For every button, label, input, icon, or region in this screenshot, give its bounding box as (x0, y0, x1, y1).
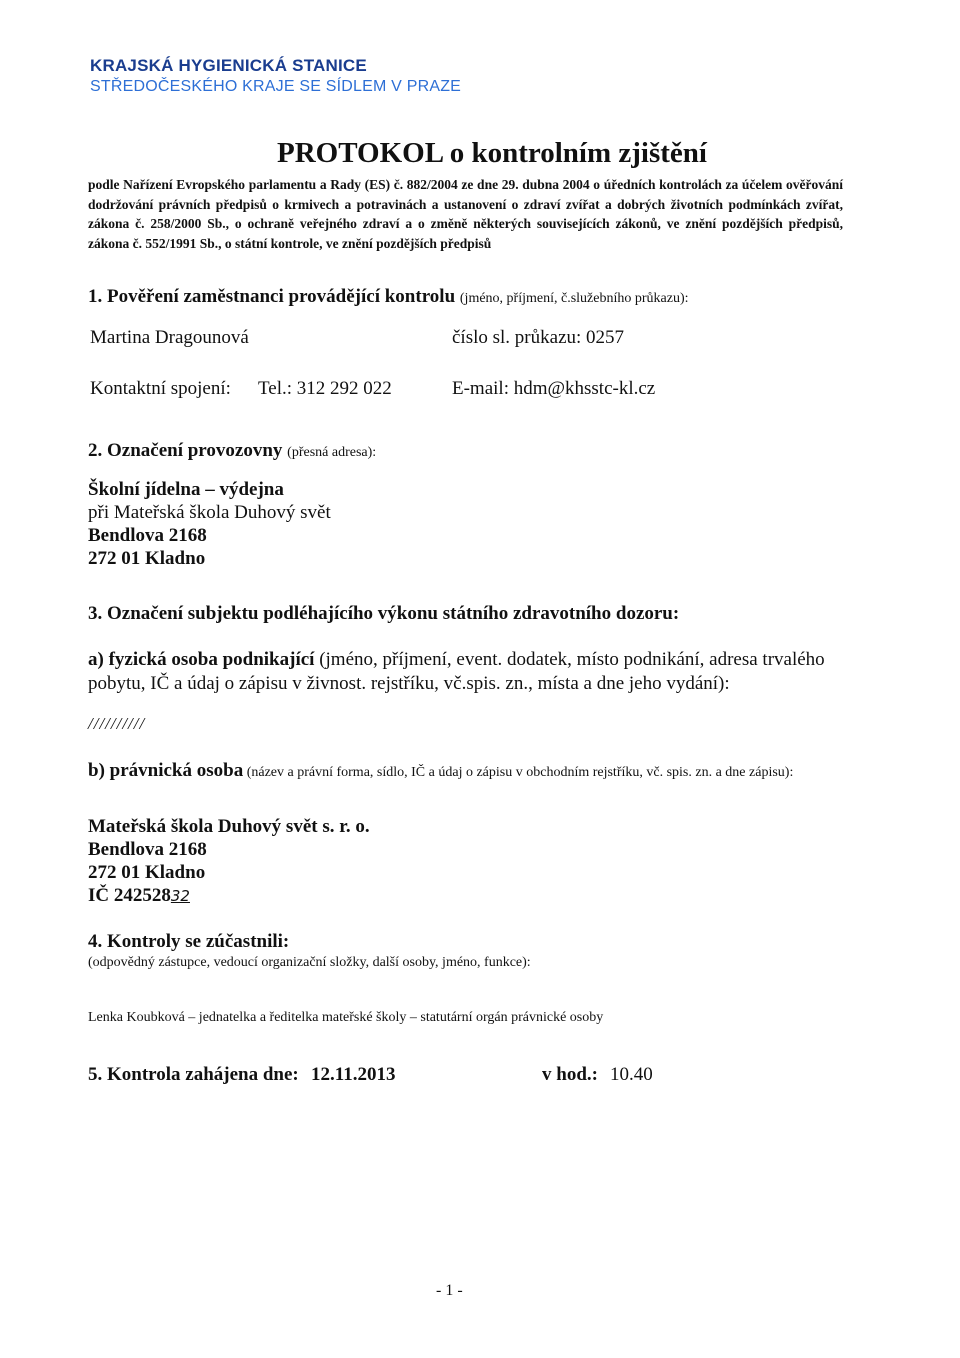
facility-address (88, 478, 331, 570)
section1-heading (88, 286, 689, 308)
section2-note: (přesná adresa): (287, 445, 377, 460)
inspector-name: Martina Dragounová (90, 327, 249, 348)
section5-hour: 10.40 (610, 1064, 653, 1085)
section5-hour-label: v hod.: (542, 1064, 598, 1085)
entity-ic (88, 884, 370, 908)
entity-city: 272 01 Kladno (88, 862, 206, 883)
legal-basis-paragraph: podle Nařízení Evropského parlamentu a Rady (ES) č. 882/2004 ze dne 29. dubna 2004 o úředních kontrolách za účelem ověřování dodržování právních předpisů o krmivech a potravinách a ustanovení o zdraví zvířat a dobrých životních podmínkách zvířat, zákona č. 258/2000 Sb., o ochraně veřejného zdraví a o změně některých souvisejících zákonů, ve znění pozdějších předpisů, zákona č. 552/1991 Sb., o státní kontrole, ve znění pozdějších předpisů (88, 177, 843, 251)
section2-heading (88, 440, 376, 462)
section4-note: (odpovědný zástupce, vedoucí organizační složky, další osoby, jméno, funkce): (88, 955, 531, 970)
facility-name: Školní jídelna – výdejna (88, 479, 284, 500)
section2-title: 2. Označení provozovny (88, 440, 283, 461)
inspector-badge-number: číslo sl. průkazu: 0257 (452, 327, 625, 348)
entity-ic-number: IČ 242528 (88, 885, 171, 906)
section3-b-paragraph (88, 760, 858, 784)
contact-email: E-mail: hdm@khsstc-kl.cz (452, 378, 656, 399)
document-title: PROTOKOL o kontrolním zjištění (277, 137, 707, 169)
org-name-line2: STŘEDOČESKÉHO KRAJE SE SÍDLEM V PRAZE (90, 78, 462, 95)
section3-heading: 3. Označení subjektu podléhajícího výkonu státního zdravotního dozoru: (88, 603, 680, 624)
section4-participant: Lenka Koubková – jednatelka a ředitelka mateřské školy – statutární orgán právnické osoby (88, 1010, 604, 1025)
section5-label: 5. Kontrola zahájena dne: (88, 1064, 299, 1085)
contact-label: Kontaktní spojení: (90, 378, 231, 399)
org-name-line1: KRAJSKÁ HYGIENICKÁ STANICE (90, 56, 367, 75)
entity-ic-handwritten-correction: 32 (170, 887, 190, 905)
section1-note: (jméno, příjmení, č.služebního průkazu): (459, 291, 689, 306)
page-number: - 1 - (436, 1282, 463, 1299)
section3-b-label: b) právnická osoba (88, 760, 244, 781)
section3-a-paragraph (88, 648, 858, 696)
entity-address (88, 815, 370, 908)
facility-city: 272 01 Kladno (88, 548, 206, 569)
section3-a-value: ////////// (88, 714, 146, 733)
section3-a-label: a) fyzická osoba podnikající (88, 649, 315, 670)
section5-date: 12.11.2013 (311, 1064, 396, 1085)
section3-b-text: (název a právní forma, sídlo, IČ a údaj o zápisu v obchodním rejstříku, vč. spis. zn. a dne zápisu): (243, 765, 794, 780)
section1-title: 1. Pověření zaměstnanci provádějící kontrolu (88, 286, 456, 307)
facility-street: Bendlova 2168 (88, 525, 207, 546)
facility-at: při Mateřská škola Duhový svět (88, 502, 331, 523)
section3-a-text: (jméno, příjmení, event. dodatek, místo podnikání, adresa trvalého pobytu, IČ a údaj o zápisu v živnost. rejstříku, vč.spis. zn., místa a dne jeho vydání): (88, 649, 825, 694)
entity-name: Mateřská škola Duhový svět s. r. o. (88, 816, 370, 837)
contact-phone: Tel.: 312 292 022 (258, 378, 392, 399)
entity-street: Bendlova 2168 (88, 839, 207, 860)
section4-heading: 4. Kontroly se zúčastnili: (88, 931, 290, 952)
